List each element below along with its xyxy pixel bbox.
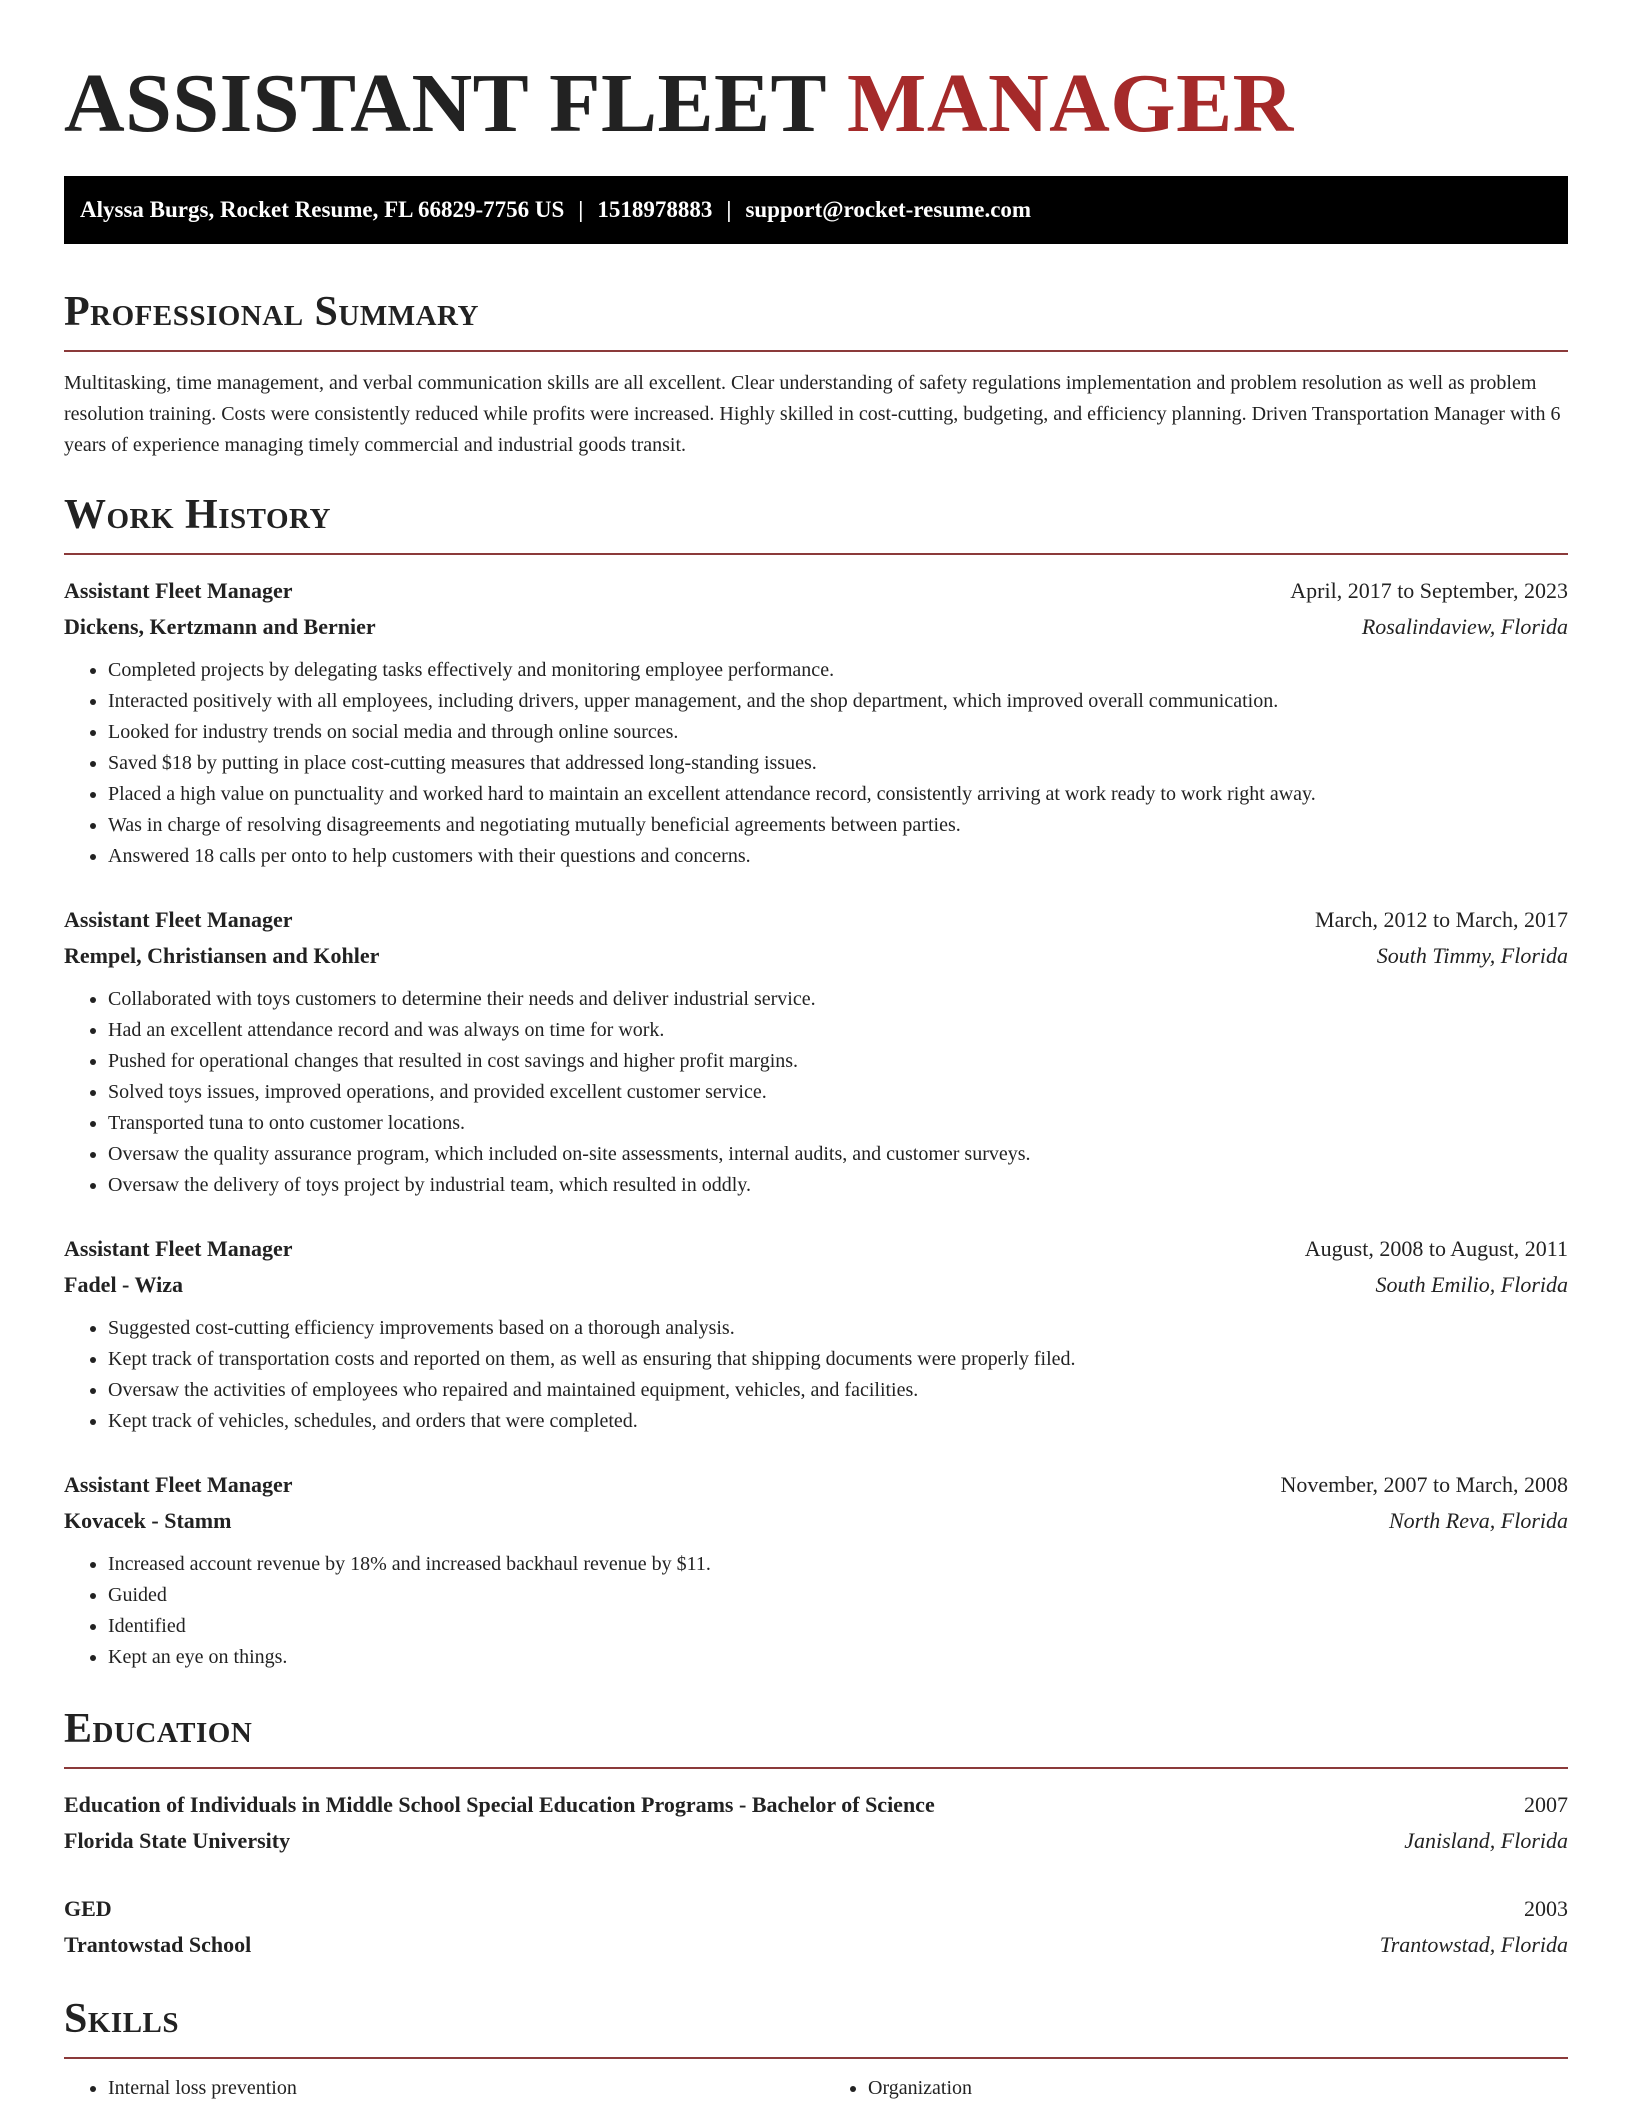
job-entry — [64, 1467, 1568, 1673]
job-entry — [64, 902, 1568, 1201]
job-bullets — [64, 655, 1568, 872]
job-bullet: • Interacted positively with all employees, including drivers, upper management, and the shop department, which improved overall communication. — [108, 686, 1568, 717]
resume-page — [64, 0, 1568, 2104]
skills-list — [64, 2073, 1568, 2104]
job-company: Fadel - Wiza — [64, 1272, 183, 1297]
job-bullet: • Completed projects by delegating tasks effectively and monitoring employee performance. — [108, 655, 1568, 686]
education-degree: Education of Individuals in Middle School Special Education Programs - Bachelor of Science — [64, 1792, 935, 1817]
skills-heading: Skills — [64, 1991, 1568, 2059]
education-degree-row — [64, 1891, 1568, 1927]
job-bullets — [64, 984, 1568, 1201]
job-dates: November, 2007 to March, 2008 — [1280, 1472, 1568, 1497]
summary-text: Multitasking, time management, and verbal communication skills are all excellent. Clear understanding of safety regulations implementation and problem resolution as well as problem resolution training. Costs were consistently reduced while profits were increased. Highly skilled in cost-cutting, budgeting, and efficiency planning. Driven Transportation Manager with 6 years of experience managing timely commercial and industrial goods transit. — [64, 372, 1561, 456]
contact-address: Alyssa Burgs, Rocket Resume, FL 66829-7756 US — [80, 197, 565, 222]
job-company-row — [64, 609, 1568, 645]
job-title: Assistant Fleet Manager — [64, 1472, 293, 1497]
job-bullet: • Kept track of transportation costs and reported on them, as well as ensuring that shipping documents were properly filed. — [108, 1344, 1568, 1375]
title-part-1: ASSISTANT FLEET — [64, 57, 826, 150]
education-school-row — [64, 1927, 1568, 1963]
job-location: South Timmy, Florida — [1376, 943, 1568, 968]
job-title: Assistant Fleet Manager — [64, 578, 293, 603]
job-entry — [64, 573, 1568, 872]
education-location: Trantowstad, Florida — [1379, 1932, 1568, 1957]
page-title — [64, 0, 1568, 168]
job-bullets — [64, 1313, 1568, 1437]
job-bullet: • Oversaw the delivery of toys project by industrial team, which resulted in oddly. — [108, 1170, 1568, 1201]
contact-separator: | — [578, 197, 584, 222]
contact-phone: 1518978883 — [597, 197, 713, 222]
job-dates: April, 2017 to September, 2023 — [1290, 578, 1568, 603]
job-bullet: • Was in charge of resolving disagreements and negotiating mutually beneficial agreements between parties. — [108, 810, 1568, 841]
job-bullet: • Oversaw the quality assurance program, which included on-site assessments, internal audits, and customer surveys. — [108, 1139, 1568, 1170]
job-bullet: • Kept an eye on things. — [108, 1642, 1568, 1673]
education-school: Florida State University — [64, 1828, 291, 1853]
job-company: Kovacek - Stamm — [64, 1508, 232, 1533]
job-header-row — [64, 1231, 1568, 1267]
job-bullet: • Looked for industry trends on social media and through online sources. — [108, 717, 1568, 748]
summary-heading: Professional Summary — [64, 284, 1568, 352]
job-bullet: • Had an excellent attendance record and was always on time for work. — [108, 1015, 1568, 1046]
contact-email: support@rocket-resume.com — [745, 197, 1032, 222]
job-bullet: • Oversaw the activities of employees who repaired and maintained equipment, vehicles, and facilities. — [108, 1375, 1568, 1406]
education-location: Janisland, Florida — [1404, 1828, 1568, 1853]
job-bullet: • Transported tuna to onto customer locations. — [108, 1108, 1568, 1139]
job-dates: March, 2012 to March, 2017 — [1315, 907, 1568, 932]
job-bullet: • Guided — [108, 1580, 1568, 1611]
education-year: 2003 — [1524, 1896, 1568, 1921]
job-title: Assistant Fleet Manager — [64, 907, 293, 932]
contact-separator: | — [726, 197, 732, 222]
job-bullet: • Answered 18 calls per onto to help customers with their questions and concerns. — [108, 841, 1568, 872]
job-company-row — [64, 1503, 1568, 1539]
job-dates: August, 2008 to August, 2011 — [1304, 1236, 1568, 1261]
education-school: Trantowstad School — [64, 1932, 252, 1957]
job-entry — [64, 1231, 1568, 1437]
contact-bar — [64, 176, 1568, 244]
job-company-row — [64, 1267, 1568, 1303]
education-year: 2007 — [1524, 1792, 1568, 1817]
title-part-2-accent: MANAGER — [847, 57, 1294, 150]
job-location: Rosalindaview, Florida — [1361, 614, 1568, 639]
job-bullet: • Pushed for operational changes that resulted in cost savings and higher profit margins. — [108, 1046, 1568, 1077]
job-bullet: • Collaborated with toys customers to determine their needs and deliver industrial service. — [108, 984, 1568, 1015]
education-degree-row — [64, 1787, 1568, 1823]
education-school-row — [64, 1823, 1568, 1859]
job-bullet: • Identified — [108, 1611, 1568, 1642]
job-location: North Reva, Florida — [1388, 1508, 1568, 1533]
skill-item: • Internal loss prevention — [108, 2073, 808, 2104]
job-bullets — [64, 1549, 1568, 1673]
job-bullet: • Saved $18 by putting in place cost-cutting measures that addressed long-standing issues. — [108, 748, 1568, 779]
job-bullet: • Placed a high value on punctuality and worked hard to maintain an excellent attendance record, consistently arriving at work ready to work right away. — [108, 779, 1568, 810]
job-company-row — [64, 938, 1568, 974]
job-company: Rempel, Christiansen and Kohler — [64, 943, 380, 968]
job-bullet: • Increased account revenue by 18% and increased backhaul revenue by $11. — [108, 1549, 1568, 1580]
job-header-row — [64, 902, 1568, 938]
job-location: South Emilio, Florida — [1375, 1272, 1568, 1297]
education-entry — [64, 1891, 1568, 1963]
job-header-row — [64, 1467, 1568, 1503]
job-header-row — [64, 573, 1568, 609]
work-history-heading: Work History — [64, 487, 1568, 555]
education-degree: GED — [64, 1896, 112, 1921]
skill-item: • Organization — [868, 2073, 1568, 2104]
job-title: Assistant Fleet Manager — [64, 1236, 293, 1261]
job-company: Dickens, Kertzmann and Bernier — [64, 614, 376, 639]
education-heading: Education — [64, 1701, 1568, 1769]
job-bullet: • Suggested cost-cutting efficiency improvements based on a thorough analysis. — [108, 1313, 1568, 1344]
education-entry — [64, 1787, 1568, 1859]
job-bullet: • Solved toys issues, improved operations, and provided excellent customer service. — [108, 1077, 1568, 1108]
job-bullet: • Kept track of vehicles, schedules, and orders that were completed. — [108, 1406, 1568, 1437]
